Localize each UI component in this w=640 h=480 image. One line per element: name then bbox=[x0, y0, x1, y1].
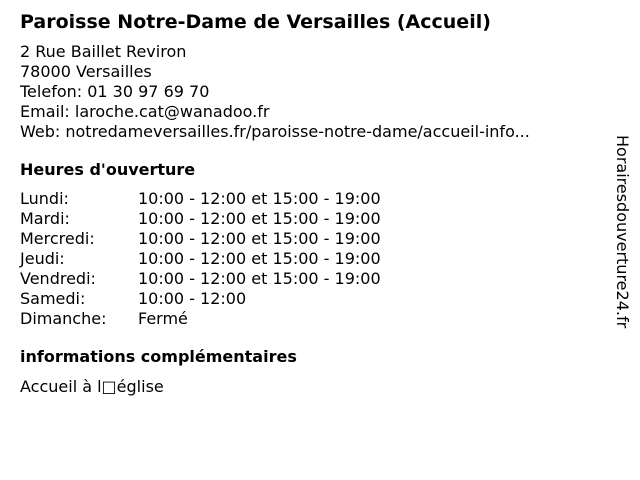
hours-time: 10:00 - 12:00 et 15:00 - 19:00 bbox=[138, 209, 381, 228]
email-line: Email: laroche.cat@wanadoo.fr bbox=[20, 102, 270, 121]
city-postal: 78000 Versailles bbox=[20, 62, 152, 81]
hours-day: Jeudi: bbox=[20, 249, 65, 268]
hours-row-mercredi bbox=[20, 229, 600, 249]
phone-line: Telefon: 01 30 97 69 70 bbox=[20, 82, 210, 101]
info-text: Accueil à l□église bbox=[20, 377, 164, 396]
hours-day: Lundi: bbox=[20, 189, 69, 208]
hours-row-jeudi bbox=[20, 249, 600, 269]
info-heading: informations complémentaires bbox=[20, 347, 297, 366]
hours-day: Mercredi: bbox=[20, 229, 95, 248]
hours-heading: Heures d'ouverture bbox=[20, 160, 196, 179]
hours-row-vendredi bbox=[20, 269, 600, 289]
contact-block bbox=[20, 42, 600, 142]
hours-row-samedi bbox=[20, 289, 600, 309]
hours-day: Dimanche: bbox=[20, 309, 107, 328]
hours-time: 10:00 - 12:00 et 15:00 - 19:00 bbox=[138, 189, 381, 208]
site-watermark: Horairesdouverture24.fr bbox=[613, 135, 632, 329]
hours-row-lundi bbox=[20, 189, 600, 209]
hours-time: 10:00 - 12:00 bbox=[138, 289, 247, 308]
hours-time: Fermé bbox=[138, 309, 188, 328]
hours-time: 10:00 - 12:00 et 15:00 - 19:00 bbox=[138, 269, 381, 288]
hours-day: Samedi: bbox=[20, 289, 86, 308]
hours-row-mardi bbox=[20, 209, 600, 229]
hours-table bbox=[20, 189, 600, 329]
street-address: 2 Rue Baillet Reviron bbox=[20, 42, 187, 61]
hours-time: 10:00 - 12:00 et 15:00 - 19:00 bbox=[138, 229, 381, 248]
place-card bbox=[20, 10, 600, 397]
place-title: Paroisse Notre-Dame de Versailles (Accueil) bbox=[20, 11, 491, 33]
hours-day: Vendredi: bbox=[20, 269, 96, 288]
hours-day: Mardi: bbox=[20, 209, 70, 228]
web-line: Web: notredameversailles.fr/paroisse-notre-dame/accueil-info... bbox=[20, 122, 530, 141]
hours-row-dimanche bbox=[20, 309, 600, 329]
hours-time: 10:00 - 12:00 et 15:00 - 19:00 bbox=[138, 249, 381, 268]
